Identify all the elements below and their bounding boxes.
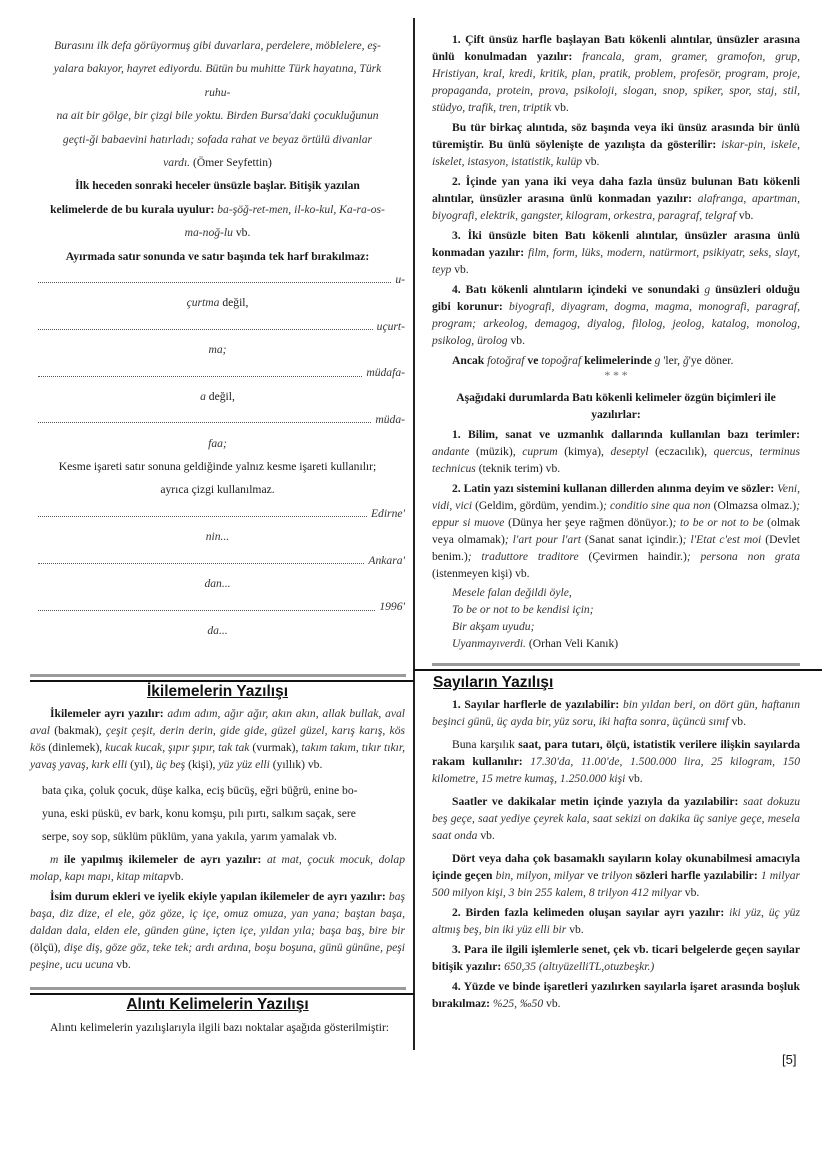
text-run: çurtma — [186, 296, 220, 310]
text-run: dişe diş, göze göz, teke tek; ardı ardına, boşu boşuna, günü gününe, peşi peşine, ucu ucuna — [30, 941, 405, 971]
text-run: vb. — [113, 958, 131, 971]
line-end-word: Ankara' — [368, 553, 405, 567]
text-line — [30, 385, 405, 408]
text-run: İkilemeler ayrı yazılır: — [50, 707, 168, 720]
paragraph — [432, 173, 800, 224]
text-run: 3. Para ile ilgili işlemlerle senet, çek vb. ticari belgelerde geçen sayılar bitişik yazılır: — [432, 943, 800, 973]
text-run: ; l'Etat c'est moi — [682, 533, 762, 546]
text-line — [30, 151, 405, 174]
text-run: na ait bir gölge, bir çizgi bile yoktu. Birden Bursa'daki çocukluğunun — [56, 109, 379, 123]
dot-leader — [38, 610, 375, 611]
text-run: Veni, vidi, vici — [432, 482, 800, 512]
text-line — [30, 291, 405, 314]
text-run: kelimelerde de bu kurala uyulur: — [50, 202, 218, 216]
text-run: ; l'art pour l'art — [504, 533, 581, 546]
dotted-example-line — [30, 502, 405, 525]
text-run: Uyanmayıverdi. — [452, 637, 526, 650]
text-line — [30, 525, 405, 548]
text-run: a — [200, 389, 206, 403]
text-run: Alıntı kelimelerin yazılışlarıyla ilgili bazı noktalar aşağıda gösterilmiştir: — [50, 1021, 390, 1034]
line-end-word: u- — [395, 272, 405, 286]
column-divider — [413, 18, 415, 1050]
alinti-rules-section — [432, 28, 800, 652]
paragraph — [432, 904, 800, 938]
text-run: Bu tür birkaç alıntıda, söz başında veya iki ünsüz arasında bir ünlü türemiştir. Bu ünlü söylenişte de yazılışta da gösterilir: — [432, 121, 800, 151]
text-line — [30, 478, 405, 501]
text-run: bin, milyon, milyar — [495, 869, 585, 882]
text-run: biyografi, diyagram, dogma, magma, monografi, paragraf, program; arkeolog, demagog, diyalog, filolog, jeolog, katalog, monolog, psikolog, ürolog — [432, 300, 800, 347]
section-divider — [30, 987, 406, 990]
line-end-word: müdafa- — [366, 366, 405, 380]
text-run: (Geldim, gördüm, yendim.) — [472, 499, 604, 512]
text-run: trilyon — [601, 869, 633, 882]
text-run: ayrıca çizgi kullanılmaz. — [160, 483, 275, 497]
text-run: ; eppur si muove — [432, 499, 800, 529]
text-run: (bakmak), — [49, 724, 106, 737]
text-run: film, form, lüks, modern, natürmort, psikiyatr, seks, slayt, teyp — [432, 246, 800, 276]
text-run: faa; — [208, 436, 227, 450]
text-run: vb. — [625, 772, 643, 785]
text-run: topoğraf — [541, 354, 582, 367]
text-run: 2. İçinde yan yana iki veya daha fazla ünsüz bulunan Batı kökenli alıntılar, ünsüzler arasına ünlü konmadan yazılır: — [432, 175, 800, 205]
separator-stars: * * * — [604, 369, 628, 382]
dot-leader — [38, 516, 367, 517]
dot-leader — [38, 282, 391, 283]
text-run: (olmak veya olmamak) — [432, 516, 801, 546]
dotted-example-line — [30, 315, 405, 338]
paragraph — [432, 941, 800, 975]
text-line: bata çıka, çoluk çocuk, düşe kalka, eciş bücüş, eğri büğrü, enine bo- — [42, 784, 358, 797]
text-run: değil, — [219, 296, 249, 310]
dot-leader — [38, 422, 371, 423]
text-line — [30, 338, 405, 361]
paragraph — [432, 978, 800, 1012]
paragraph — [30, 851, 405, 885]
text-run: vb. — [451, 263, 469, 276]
text-run: 650,35 (altıyüzelliTL,otuzbeşkr.) — [504, 960, 655, 973]
text-line — [30, 128, 405, 151]
text-run: bin yıldan beri, on dört gün, haftanın beşinci günü, üç ayda bir, yüz soru, iki hafta sonra, üçüncü sınıf — [432, 698, 800, 728]
line-end-word: uçurt- — [376, 319, 405, 333]
text-run: (Çevirmen haindir.) — [578, 550, 687, 563]
text-run: geçti-ği babaevini hatırladı; sofada rahat ve beyaz örtülü divanlar — [62, 132, 373, 146]
text-run: (teknik terim) vb. — [475, 462, 561, 475]
paragraph — [30, 705, 405, 773]
text-run: (Sanat sanat içindir.) — [580, 533, 683, 546]
text-run: değil, — [205, 389, 235, 403]
text-run: ; traduttore traditore — [467, 550, 579, 563]
text-run: fotoğraf — [487, 354, 525, 367]
text-line — [30, 174, 405, 197]
text-line — [30, 619, 405, 642]
text-run: İlk heceden sonraki heceler ünsüzle başlar. Bitişik yazılan — [75, 179, 360, 193]
section-divider — [414, 669, 822, 671]
text-run: ünsüzleri olduğu gibi korunur: — [432, 283, 801, 313]
dot-leader — [38, 329, 373, 330]
text-run: 17.30'da, 11.00'de, 1.500.000 lira, 25 kilogram, 150 kilometre, 15 metre kumaş, 1.250.000 kişi — [432, 755, 800, 785]
line-end-word: 1996' — [379, 600, 405, 614]
text-run: çeşit çeşit, derin derin, gide gide, güzel güzel, karış karış, kös kös — [30, 724, 406, 754]
poem-line — [452, 584, 800, 601]
text-run: nin... — [205, 530, 230, 544]
section-divider — [30, 680, 414, 682]
text-run: saat dokuzu beş geçe, saat yediye çeyrek kala, saat sekizi on dakika üç saniye geçe, mesela saat onda — [432, 795, 801, 842]
text-run: vb. — [728, 715, 746, 728]
text-run: ile yapılmış ikilemeler de ayrı yazılır: — [58, 853, 267, 866]
text-run: yüz yüz elli — [218, 758, 270, 771]
text-run: ğ — [682, 354, 689, 367]
ikilemeler-section — [30, 702, 405, 973]
text-run: ruhu- — [204, 85, 231, 99]
text-run: vardı. — [163, 155, 191, 169]
text-run: Ayırmada satır sonunda ve satır başında tek harf bırakılmaz: — [65, 249, 370, 263]
poem-line — [452, 635, 800, 652]
text-run: vb. — [169, 870, 184, 883]
alinti-section — [30, 1016, 405, 1036]
text-run: vb. — [507, 334, 525, 347]
dotted-example-line — [30, 549, 405, 572]
page-number: [5] — [782, 1052, 797, 1067]
text-run: g — [654, 354, 661, 367]
text-run: francala, gram, gramer, gramofon, grup, Hristiyan, kral, kredi, kritik, plan, pratik, problem, profesör, program, proje, propaganda, protein, prova, psikoloji, slogan, snop, spiker, spor, staj, stil, stüdyo, trafik, tren, triptik — [432, 50, 800, 114]
text-run: Bir akşam uyudu; — [452, 620, 535, 633]
text-line — [30, 34, 405, 57]
text-run: (Olmazsa olmaz.) — [710, 499, 797, 512]
text-run: takım takım, tıkır tıkır, yavaş yavaş, kırk elli — [30, 741, 405, 771]
poem-line — [452, 601, 800, 618]
section-divider — [30, 674, 406, 677]
text-line — [30, 432, 405, 455]
paragraph — [432, 850, 800, 901]
text-run: ; to be or not to be — [672, 516, 764, 529]
text-run: Kesme işareti satır sonuna geldiğinde yalnız kesme işareti kullanılır; — [58, 460, 377, 474]
text-run: 2. Latin yazı sistemini kullanan dillerden alınma deyim ve sözler: — [452, 482, 778, 495]
sayilar-section — [432, 693, 800, 1012]
text-run: vb. — [232, 226, 251, 240]
text-run: (istenmeyen kişi) vb. — [432, 567, 530, 580]
paragraph — [30, 1019, 405, 1036]
text-run: sözleri harfle yazılabilir: — [632, 869, 761, 882]
text-run: at mat, çocuk mocuk, dolap molap, kapı mapı, kitap mitap — [30, 853, 405, 883]
section-heading-sayilar: Sayıların Yazılışı — [433, 674, 554, 691]
text-run: iskar-pin, iskele, iskelet, istasyon, istatistik, kulüp — [432, 138, 801, 168]
text-run: 1 milyar 500 milyon kişi, 3 bin 255 kalem, 8 trilyon 412 milyar — [432, 869, 801, 899]
paragraph — [30, 888, 405, 973]
paragraph — [432, 227, 800, 278]
section-heading-ikilemeler: İkilemelerin Yazılışı — [146, 683, 289, 700]
text-run: 1. Bilim, sanat ve uzmanlık dallarında kullanılan bazı terimler: — [452, 428, 800, 441]
text-run: baş başa, diz dize, el ele, göz göze, iç içe, omuz omuza, yan yana; baştan başa, daldan dala, elden ele, günden güne, içten içe, yıldan yıla; başa baş, bire bir — [30, 890, 405, 937]
text-run: Ancak — [452, 354, 488, 367]
text-run: iki yüz, üç yüz altmış beş, bin iki yüz elli bir — [432, 906, 800, 936]
text-run: 1. Sayılar harflerle de yazılabilir: — [452, 698, 623, 711]
text-run: ba-şöğ-ret-men, il-ko-kul, Ka-ra-os- — [217, 202, 385, 216]
text-run: (Devlet benim.) — [432, 533, 800, 563]
text-run: alafranga, apartman, biyografi, elektrik, gangster, kilogram, orkestra, paragraf, telgraf — [432, 192, 800, 222]
text-run: (eczacılık), — [648, 445, 714, 458]
text-line — [30, 104, 405, 127]
paragraph — [432, 119, 800, 170]
text-run: cuprum — [522, 445, 558, 458]
text-run: saat, para tutarı, ölçü, istatistik verilere ilişkin sayılarda rakam kullanılır: — [432, 738, 800, 768]
section-divider — [432, 663, 800, 666]
text-run: 4. Yüzde ve binde işaretleri yazılırken sayılarla işaret arasında boşluk bırakılmaz: — [432, 980, 800, 1010]
text-run: üç beş — [155, 758, 186, 771]
dot-leader — [38, 563, 364, 564]
text-run: adım adım, ağır ağır, akın akın, allak bullak, aval aval — [30, 707, 405, 737]
dotted-example-line — [30, 268, 405, 291]
text-run: (kimya), — [557, 445, 611, 458]
poem-line — [452, 618, 800, 635]
text-run: quercus, terminus technicus — [432, 445, 800, 475]
text-run: kelimelerinde — [581, 354, 655, 367]
text-run: ma-noğ-lu — [184, 226, 233, 240]
text-run: (kişi), — [185, 758, 219, 771]
dotted-example-line — [30, 408, 405, 431]
poem — [432, 584, 800, 652]
paragraph — [432, 352, 800, 369]
dot-leader — [38, 376, 362, 377]
text-line — [30, 198, 405, 221]
text-line: yuna, eski püskü, ev bark, konu komşu, pılı pırtı, salkım saçak, sere — [42, 807, 356, 820]
text-line: serpe, soy sop, süklüm püklüm, yana yakıla, yarım yamalak vb. — [42, 830, 337, 843]
text-run: Mesele falan değildi öyle, — [452, 586, 572, 599]
line-end-word: Edirne' — [370, 506, 405, 520]
text-run: vb. — [551, 101, 569, 114]
text-line — [30, 455, 405, 478]
text-run: vb. — [681, 886, 700, 899]
text-line — [30, 221, 405, 244]
text-run: (vurmak), — [249, 741, 302, 754]
paragraph — [432, 480, 800, 582]
text-run: yalara bakıyor, hayret ediyordu. Bütün bu muhitte Türk hayatına, Türk — [53, 62, 382, 76]
text-run: ve — [584, 869, 602, 882]
paragraph — [432, 793, 800, 844]
text-run: kucak kucak, şıpır şıpır, tak tak — [105, 741, 250, 754]
text-run: 3. İki ünsüzle biten Batı kökenli alıntılar, ünsüzler arasına ünlü konmadan yazılır: — [432, 229, 800, 259]
text-run: İsim durum ekleri ve iyelik ekiyle yapılan ikilemeler de ayrı yazılır: — [50, 890, 389, 903]
paragraph — [432, 426, 800, 477]
text-line — [30, 572, 405, 595]
text-run: deseptyl — [610, 445, 649, 458]
text-run: vb. — [736, 209, 754, 222]
text-run: (dinlemek), — [45, 741, 106, 754]
text-run: da... — [207, 623, 228, 637]
text-run: (Orhan Veli Kanık) — [525, 637, 619, 650]
text-run: m — [50, 853, 59, 866]
text-run: vb. — [543, 997, 561, 1010]
section-heading-alinti: Alıntı Kelimelerin Yazılışı — [126, 996, 309, 1013]
section-divider — [30, 993, 414, 995]
text-run: Saatler ve dakikalar metin içinde yazıyla da yazılabilir: — [452, 795, 744, 808]
text-run: 4. Batı kökenli alıntıların içindeki ve sonundaki — [452, 283, 705, 296]
paragraph — [432, 31, 800, 116]
text-run: vb. — [477, 829, 495, 842]
text-run: vb. — [566, 923, 584, 936]
hyphenation-section — [30, 34, 405, 642]
text-line — [30, 245, 405, 268]
text-run: (müzik), — [469, 445, 523, 458]
line-end-word: müda- — [375, 413, 405, 427]
text-run: To be or not to be kendisi için; — [452, 603, 594, 616]
paragraph — [432, 736, 800, 787]
text-run: g — [704, 283, 711, 296]
text-run: ; persona non grata — [686, 550, 800, 563]
subheading: Aşağıdaki durumlarda Batı kökenli kelimeler özgün biçimleri ile yazılırlar: — [456, 391, 776, 421]
text-run: (yıllık) vb. — [269, 758, 323, 771]
text-run: Burasını ilk defa görüyormuş gibi duvarlara, perdelere, möblelere, eş- — [54, 39, 381, 52]
text-run: (ölçü), — [30, 941, 64, 954]
text-run: 'ler, — [660, 354, 683, 367]
text-run: 'ye döner. — [688, 354, 734, 367]
text-run: %25, ‰50 — [492, 997, 544, 1010]
ikileme-list — [30, 779, 405, 848]
text-run: (yıl), — [127, 758, 156, 771]
text-run: 1. Çift ünsüz harfle başlayan Batı kökenli alıntılar, ünsüzler arasına ünlü konulmadan yazılır: — [432, 33, 800, 63]
text-run: ; conditio sine qua non — [603, 499, 711, 512]
text-run: ve — [524, 354, 542, 367]
text-run: (Ömer Seyfettin) — [190, 155, 272, 169]
dotted-example-line — [30, 361, 405, 384]
text-run: Dört veya daha çok basamaklı sayıların kolay okunabilmesi amacıyla içinde geçen — [432, 852, 800, 882]
text-run: ma; — [208, 343, 227, 357]
text-run: Buna karşılık — [452, 738, 519, 751]
text-line — [30, 81, 405, 104]
text-run: dan... — [204, 576, 231, 590]
text-run: andante — [432, 445, 470, 458]
text-run: vb. — [582, 155, 600, 168]
paragraph — [432, 281, 800, 349]
text-line — [30, 57, 405, 80]
text-run: 2. Birden fazla kelimeden oluşan sayılar ayrı yazılır: — [452, 906, 730, 919]
paragraph — [432, 696, 800, 730]
dotted-example-line — [30, 595, 405, 618]
text-run: (Dünya her şeye rağmen dönüyor.) — [504, 516, 673, 529]
